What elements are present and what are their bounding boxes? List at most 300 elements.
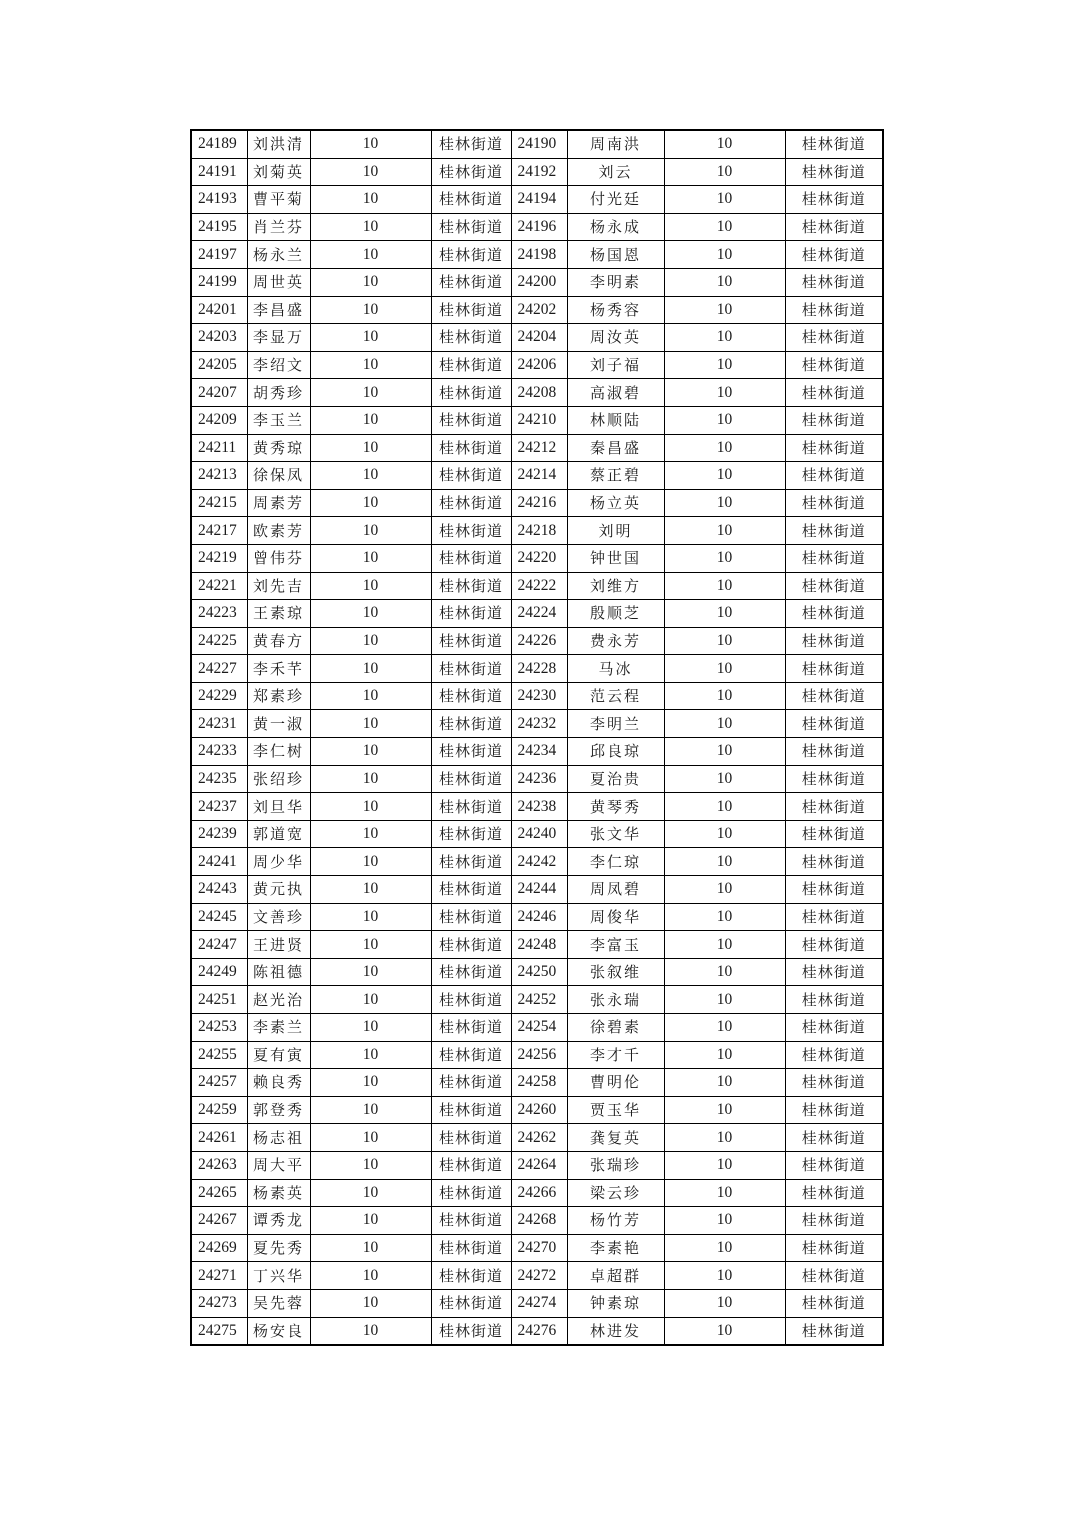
table-row xyxy=(191,517,883,545)
entry-number-cell: 24256 xyxy=(511,1041,567,1069)
amount-cell: 10 xyxy=(664,655,785,683)
entry-number-cell: 24204 xyxy=(511,324,567,352)
subdistrict-cell: 桂林街道 xyxy=(785,1234,883,1262)
person-name-cell: 杨永成 xyxy=(567,213,664,241)
amount-cell: 10 xyxy=(310,1262,431,1290)
amount-cell: 10 xyxy=(310,186,431,214)
table-row xyxy=(191,820,883,848)
subdistrict-cell: 桂林街道 xyxy=(431,130,511,158)
subdistrict-cell: 桂林街道 xyxy=(431,1207,511,1235)
amount-cell: 10 xyxy=(310,406,431,434)
table-row xyxy=(191,434,883,462)
person-name-cell: 李昌盛 xyxy=(247,296,310,324)
table-row xyxy=(191,351,883,379)
entry-number-cell: 24240 xyxy=(511,820,567,848)
entry-number-cell: 24193 xyxy=(191,186,247,214)
entry-number-cell: 24268 xyxy=(511,1207,567,1235)
subdistrict-cell: 桂林街道 xyxy=(431,158,511,186)
subdistrict-cell: 桂林街道 xyxy=(785,1289,883,1317)
entry-number-cell: 24207 xyxy=(191,379,247,407)
amount-cell: 10 xyxy=(310,848,431,876)
amount-cell: 10 xyxy=(664,351,785,379)
amount-cell: 10 xyxy=(310,1014,431,1042)
subdistrict-cell: 桂林街道 xyxy=(785,655,883,683)
subdistrict-cell: 桂林街道 xyxy=(431,324,511,352)
entry-number-cell: 24253 xyxy=(191,1014,247,1042)
subdistrict-cell: 桂林街道 xyxy=(431,986,511,1014)
amount-cell: 10 xyxy=(664,517,785,545)
subdistrict-cell: 桂林街道 xyxy=(785,489,883,517)
person-name-cell: 马冰 xyxy=(567,655,664,683)
amount-cell: 10 xyxy=(664,1179,785,1207)
table-row xyxy=(191,765,883,793)
subdistrict-cell: 桂林街道 xyxy=(785,600,883,628)
amount-cell: 10 xyxy=(664,268,785,296)
entry-number-cell: 24206 xyxy=(511,351,567,379)
subdistrict-cell: 桂林街道 xyxy=(431,600,511,628)
amount-cell: 10 xyxy=(664,186,785,214)
person-name-cell: 刘旦华 xyxy=(247,793,310,821)
table-row xyxy=(191,958,883,986)
person-name-cell: 杨永兰 xyxy=(247,241,310,269)
entry-number-cell: 24215 xyxy=(191,489,247,517)
subdistrict-cell: 桂林街道 xyxy=(785,268,883,296)
subdistrict-cell: 桂林街道 xyxy=(431,1179,511,1207)
subdistrict-cell: 桂林街道 xyxy=(431,903,511,931)
entry-number-cell: 24237 xyxy=(191,793,247,821)
subdistrict-cell: 桂林街道 xyxy=(785,1041,883,1069)
subdistrict-cell: 桂林街道 xyxy=(785,462,883,490)
person-name-cell: 钟世国 xyxy=(567,544,664,572)
amount-cell: 10 xyxy=(664,1262,785,1290)
amount-cell: 10 xyxy=(664,793,785,821)
person-name-cell: 张绍珍 xyxy=(247,765,310,793)
entry-number-cell: 24273 xyxy=(191,1289,247,1317)
amount-cell: 10 xyxy=(310,1289,431,1317)
subdistrict-cell: 桂林街道 xyxy=(785,296,883,324)
person-name-cell: 刘子福 xyxy=(567,351,664,379)
entry-number-cell: 24232 xyxy=(511,710,567,738)
subdistrict-cell: 桂林街道 xyxy=(431,738,511,766)
amount-cell: 10 xyxy=(310,765,431,793)
entry-number-cell: 24238 xyxy=(511,793,567,821)
subdistrict-cell: 桂林街道 xyxy=(785,158,883,186)
person-name-cell: 张叙维 xyxy=(567,958,664,986)
subdistrict-cell: 桂林街道 xyxy=(431,268,511,296)
entry-number-cell: 24220 xyxy=(511,544,567,572)
subdistrict-cell: 桂林街道 xyxy=(785,324,883,352)
amount-cell: 10 xyxy=(310,544,431,572)
entry-number-cell: 24261 xyxy=(191,1124,247,1152)
subdistrict-cell: 桂林街道 xyxy=(431,572,511,600)
amount-cell: 10 xyxy=(310,986,431,1014)
subdistrict-cell: 桂林街道 xyxy=(431,213,511,241)
amount-cell: 10 xyxy=(664,958,785,986)
amount-cell: 10 xyxy=(664,406,785,434)
person-name-cell: 高淑碧 xyxy=(567,379,664,407)
amount-cell: 10 xyxy=(310,489,431,517)
subdistrict-cell: 桂林街道 xyxy=(785,627,883,655)
entry-number-cell: 24233 xyxy=(191,738,247,766)
entry-number-cell: 24248 xyxy=(511,931,567,959)
roster-table xyxy=(190,129,884,1346)
subdistrict-cell: 桂林街道 xyxy=(785,1179,883,1207)
table-row xyxy=(191,572,883,600)
amount-cell: 10 xyxy=(310,268,431,296)
entry-number-cell: 24241 xyxy=(191,848,247,876)
entry-number-cell: 24224 xyxy=(511,600,567,628)
subdistrict-cell: 桂林街道 xyxy=(785,186,883,214)
subdistrict-cell: 桂林街道 xyxy=(431,1096,511,1124)
amount-cell: 10 xyxy=(310,351,431,379)
person-name-cell: 肖兰芬 xyxy=(247,213,310,241)
amount-cell: 10 xyxy=(664,627,785,655)
entry-number-cell: 24242 xyxy=(511,848,567,876)
table-row xyxy=(191,1041,883,1069)
entry-number-cell: 24223 xyxy=(191,600,247,628)
person-name-cell: 黄秀琼 xyxy=(247,434,310,462)
entry-number-cell: 24219 xyxy=(191,544,247,572)
amount-cell: 10 xyxy=(664,1096,785,1124)
subdistrict-cell: 桂林街道 xyxy=(785,958,883,986)
entry-number-cell: 24265 xyxy=(191,1179,247,1207)
person-name-cell: 陈祖德 xyxy=(247,958,310,986)
subdistrict-cell: 桂林街道 xyxy=(431,1124,511,1152)
amount-cell: 10 xyxy=(310,241,431,269)
subdistrict-cell: 桂林街道 xyxy=(785,986,883,1014)
amount-cell: 10 xyxy=(310,434,431,462)
person-name-cell: 杨竹芳 xyxy=(567,1207,664,1235)
person-name-cell: 吴先蓉 xyxy=(247,1289,310,1317)
subdistrict-cell: 桂林街道 xyxy=(785,213,883,241)
table-row xyxy=(191,1234,883,1262)
subdistrict-cell: 桂林街道 xyxy=(431,931,511,959)
table-row xyxy=(191,655,883,683)
person-name-cell: 李显万 xyxy=(247,324,310,352)
person-name-cell: 黄元执 xyxy=(247,876,310,904)
person-name-cell: 周汝英 xyxy=(567,324,664,352)
subdistrict-cell: 桂林街道 xyxy=(431,406,511,434)
subdistrict-cell: 桂林街道 xyxy=(785,1151,883,1179)
entry-number-cell: 24246 xyxy=(511,903,567,931)
person-name-cell: 曹平菊 xyxy=(247,186,310,214)
table-row xyxy=(191,1179,883,1207)
entry-number-cell: 24199 xyxy=(191,268,247,296)
table-row xyxy=(191,213,883,241)
amount-cell: 10 xyxy=(664,462,785,490)
entry-number-cell: 24263 xyxy=(191,1151,247,1179)
amount-cell: 10 xyxy=(664,931,785,959)
table-row xyxy=(191,848,883,876)
subdistrict-cell: 桂林街道 xyxy=(431,296,511,324)
person-name-cell: 周大平 xyxy=(247,1151,310,1179)
person-name-cell: 钟素琼 xyxy=(567,1289,664,1317)
entry-number-cell: 24259 xyxy=(191,1096,247,1124)
entry-number-cell: 24192 xyxy=(511,158,567,186)
person-name-cell: 周素芳 xyxy=(247,489,310,517)
table-row xyxy=(191,1124,883,1152)
entry-number-cell: 24244 xyxy=(511,876,567,904)
amount-cell: 10 xyxy=(310,1179,431,1207)
person-name-cell: 周凤碧 xyxy=(567,876,664,904)
amount-cell: 10 xyxy=(310,324,431,352)
entry-number-cell: 24198 xyxy=(511,241,567,269)
table-row xyxy=(191,268,883,296)
person-name-cell: 杨安良 xyxy=(247,1317,310,1345)
entry-number-cell: 24250 xyxy=(511,958,567,986)
amount-cell: 10 xyxy=(664,710,785,738)
subdistrict-cell: 桂林街道 xyxy=(785,738,883,766)
subdistrict-cell: 桂林街道 xyxy=(785,710,883,738)
person-name-cell: 李富玉 xyxy=(567,931,664,959)
subdistrict-cell: 桂林街道 xyxy=(785,903,883,931)
entry-number-cell: 24267 xyxy=(191,1207,247,1235)
person-name-cell: 张文华 xyxy=(567,820,664,848)
entry-number-cell: 24235 xyxy=(191,765,247,793)
person-name-cell: 张瑞珍 xyxy=(567,1151,664,1179)
table-row xyxy=(191,1207,883,1235)
subdistrict-cell: 桂林街道 xyxy=(785,572,883,600)
subdistrict-cell: 桂林街道 xyxy=(431,241,511,269)
table-row xyxy=(191,682,883,710)
person-name-cell: 赵光治 xyxy=(247,986,310,1014)
entry-number-cell: 24236 xyxy=(511,765,567,793)
person-name-cell: 周少华 xyxy=(247,848,310,876)
subdistrict-cell: 桂林街道 xyxy=(785,517,883,545)
table-row xyxy=(191,186,883,214)
subdistrict-cell: 桂林街道 xyxy=(785,1124,883,1152)
person-name-cell: 夏先秀 xyxy=(247,1234,310,1262)
amount-cell: 10 xyxy=(310,931,431,959)
person-name-cell: 刘维方 xyxy=(567,572,664,600)
subdistrict-cell: 桂林街道 xyxy=(785,241,883,269)
subdistrict-cell: 桂林街道 xyxy=(431,1262,511,1290)
subdistrict-cell: 桂林街道 xyxy=(431,1289,511,1317)
amount-cell: 10 xyxy=(664,213,785,241)
entry-number-cell: 24274 xyxy=(511,1289,567,1317)
table-row xyxy=(191,1317,883,1345)
subdistrict-cell: 桂林街道 xyxy=(785,848,883,876)
person-name-cell: 李明素 xyxy=(567,268,664,296)
table-row xyxy=(191,379,883,407)
entry-number-cell: 24260 xyxy=(511,1096,567,1124)
amount-cell: 10 xyxy=(310,1069,431,1097)
person-name-cell: 邱良琼 xyxy=(567,738,664,766)
person-name-cell: 杨志祖 xyxy=(247,1124,310,1152)
roster-body xyxy=(191,130,883,1345)
amount-cell: 10 xyxy=(310,876,431,904)
subdistrict-cell: 桂林街道 xyxy=(785,130,883,158)
subdistrict-cell: 桂林街道 xyxy=(431,1014,511,1042)
person-name-cell: 周南洪 xyxy=(567,130,664,158)
amount-cell: 10 xyxy=(310,1234,431,1262)
person-name-cell: 欧素芳 xyxy=(247,517,310,545)
subdistrict-cell: 桂林街道 xyxy=(431,1151,511,1179)
amount-cell: 10 xyxy=(664,1207,785,1235)
entry-number-cell: 24211 xyxy=(191,434,247,462)
person-name-cell: 郑素珍 xyxy=(247,682,310,710)
person-name-cell: 张永瑞 xyxy=(567,986,664,1014)
subdistrict-cell: 桂林街道 xyxy=(431,765,511,793)
entry-number-cell: 24272 xyxy=(511,1262,567,1290)
amount-cell: 10 xyxy=(310,627,431,655)
person-name-cell: 杨秀容 xyxy=(567,296,664,324)
subdistrict-cell: 桂林街道 xyxy=(431,351,511,379)
entry-number-cell: 24245 xyxy=(191,903,247,931)
entry-number-cell: 24217 xyxy=(191,517,247,545)
amount-cell: 10 xyxy=(664,820,785,848)
entry-number-cell: 24218 xyxy=(511,517,567,545)
entry-number-cell: 24226 xyxy=(511,627,567,655)
subdistrict-cell: 桂林街道 xyxy=(431,848,511,876)
subdistrict-cell: 桂林街道 xyxy=(431,544,511,572)
subdistrict-cell: 桂林街道 xyxy=(785,876,883,904)
person-name-cell: 李绍文 xyxy=(247,351,310,379)
person-name-cell: 范云程 xyxy=(567,682,664,710)
entry-number-cell: 24194 xyxy=(511,186,567,214)
person-name-cell: 黄一淑 xyxy=(247,710,310,738)
amount-cell: 10 xyxy=(664,682,785,710)
table-row xyxy=(191,1069,883,1097)
person-name-cell: 李仁树 xyxy=(247,738,310,766)
person-name-cell: 郭道宽 xyxy=(247,820,310,848)
amount-cell: 10 xyxy=(310,158,431,186)
entry-number-cell: 24205 xyxy=(191,351,247,379)
entry-number-cell: 24214 xyxy=(511,462,567,490)
amount-cell: 10 xyxy=(310,1096,431,1124)
amount-cell: 10 xyxy=(664,379,785,407)
table-row xyxy=(191,986,883,1014)
person-name-cell: 文善珍 xyxy=(247,903,310,931)
subdistrict-cell: 桂林街道 xyxy=(785,765,883,793)
subdistrict-cell: 桂林街道 xyxy=(785,1262,883,1290)
table-row xyxy=(191,241,883,269)
amount-cell: 10 xyxy=(664,903,785,931)
person-name-cell: 徐保凤 xyxy=(247,462,310,490)
entry-number-cell: 24200 xyxy=(511,268,567,296)
amount-cell: 10 xyxy=(310,820,431,848)
person-name-cell: 丁兴华 xyxy=(247,1262,310,1290)
subdistrict-cell: 桂林街道 xyxy=(431,876,511,904)
amount-cell: 10 xyxy=(310,903,431,931)
person-name-cell: 李素艳 xyxy=(567,1234,664,1262)
person-name-cell: 梁云珍 xyxy=(567,1179,664,1207)
amount-cell: 10 xyxy=(664,130,785,158)
table-row xyxy=(191,627,883,655)
subdistrict-cell: 桂林街道 xyxy=(785,1069,883,1097)
entry-number-cell: 24225 xyxy=(191,627,247,655)
table-row xyxy=(191,931,883,959)
person-name-cell: 林进发 xyxy=(567,1317,664,1345)
entry-number-cell: 24197 xyxy=(191,241,247,269)
subdistrict-cell: 桂林街道 xyxy=(431,655,511,683)
subdistrict-cell: 桂林街道 xyxy=(431,820,511,848)
amount-cell: 10 xyxy=(310,1207,431,1235)
entry-number-cell: 24203 xyxy=(191,324,247,352)
subdistrict-cell: 桂林街道 xyxy=(431,1317,511,1345)
table-row xyxy=(191,489,883,517)
amount-cell: 10 xyxy=(664,489,785,517)
person-name-cell: 李明兰 xyxy=(567,710,664,738)
person-name-cell: 卓超群 xyxy=(567,1262,664,1290)
entry-number-cell: 24255 xyxy=(191,1041,247,1069)
subdistrict-cell: 桂林街道 xyxy=(785,1014,883,1042)
subdistrict-cell: 桂林街道 xyxy=(785,1207,883,1235)
subdistrict-cell: 桂林街道 xyxy=(785,1317,883,1345)
person-name-cell: 李禾芊 xyxy=(247,655,310,683)
subdistrict-cell: 桂林街道 xyxy=(431,489,511,517)
amount-cell: 10 xyxy=(310,682,431,710)
subdistrict-cell: 桂林街道 xyxy=(431,1234,511,1262)
amount-cell: 10 xyxy=(664,848,785,876)
entry-number-cell: 24266 xyxy=(511,1179,567,1207)
entry-number-cell: 24209 xyxy=(191,406,247,434)
table-row xyxy=(191,544,883,572)
entry-number-cell: 24254 xyxy=(511,1014,567,1042)
subdistrict-cell: 桂林街道 xyxy=(785,351,883,379)
table-row xyxy=(191,1289,883,1317)
person-name-cell: 龚复英 xyxy=(567,1124,664,1152)
entry-number-cell: 24221 xyxy=(191,572,247,600)
table-row xyxy=(191,1151,883,1179)
person-name-cell: 蔡正碧 xyxy=(567,462,664,490)
subdistrict-cell: 桂林街道 xyxy=(785,379,883,407)
subdistrict-cell: 桂林街道 xyxy=(785,793,883,821)
table-row xyxy=(191,462,883,490)
subdistrict-cell: 桂林街道 xyxy=(785,406,883,434)
entry-number-cell: 24270 xyxy=(511,1234,567,1262)
person-name-cell: 刘明 xyxy=(567,517,664,545)
person-name-cell: 周俊华 xyxy=(567,903,664,931)
entry-number-cell: 24190 xyxy=(511,130,567,158)
person-name-cell: 刘云 xyxy=(567,158,664,186)
table-row xyxy=(191,1014,883,1042)
table-row xyxy=(191,793,883,821)
subdistrict-cell: 桂林街道 xyxy=(785,820,883,848)
table-row xyxy=(191,158,883,186)
entry-number-cell: 24251 xyxy=(191,986,247,1014)
person-name-cell: 夏有寅 xyxy=(247,1041,310,1069)
person-name-cell: 杨立英 xyxy=(567,489,664,517)
person-name-cell: 殷顺芝 xyxy=(567,600,664,628)
person-name-cell: 杨国恩 xyxy=(567,241,664,269)
table-row xyxy=(191,600,883,628)
subdistrict-cell: 桂林街道 xyxy=(431,434,511,462)
table-row xyxy=(191,324,883,352)
subdistrict-cell: 桂林街道 xyxy=(785,544,883,572)
entry-number-cell: 24213 xyxy=(191,462,247,490)
entry-number-cell: 24271 xyxy=(191,1262,247,1290)
person-name-cell: 黄琴秀 xyxy=(567,793,664,821)
entry-number-cell: 24264 xyxy=(511,1151,567,1179)
subdistrict-cell: 桂林街道 xyxy=(431,379,511,407)
person-name-cell: 黄春方 xyxy=(247,627,310,655)
amount-cell: 10 xyxy=(310,710,431,738)
entry-number-cell: 24210 xyxy=(511,406,567,434)
person-name-cell: 李才千 xyxy=(567,1041,664,1069)
subdistrict-cell: 桂林街道 xyxy=(431,682,511,710)
entry-number-cell: 24216 xyxy=(511,489,567,517)
person-name-cell: 夏治贵 xyxy=(567,765,664,793)
amount-cell: 10 xyxy=(310,655,431,683)
table-row xyxy=(191,710,883,738)
subdistrict-cell: 桂林街道 xyxy=(431,517,511,545)
table-row xyxy=(191,1262,883,1290)
amount-cell: 10 xyxy=(664,600,785,628)
amount-cell: 10 xyxy=(664,1151,785,1179)
entry-number-cell: 24249 xyxy=(191,958,247,986)
amount-cell: 10 xyxy=(310,572,431,600)
